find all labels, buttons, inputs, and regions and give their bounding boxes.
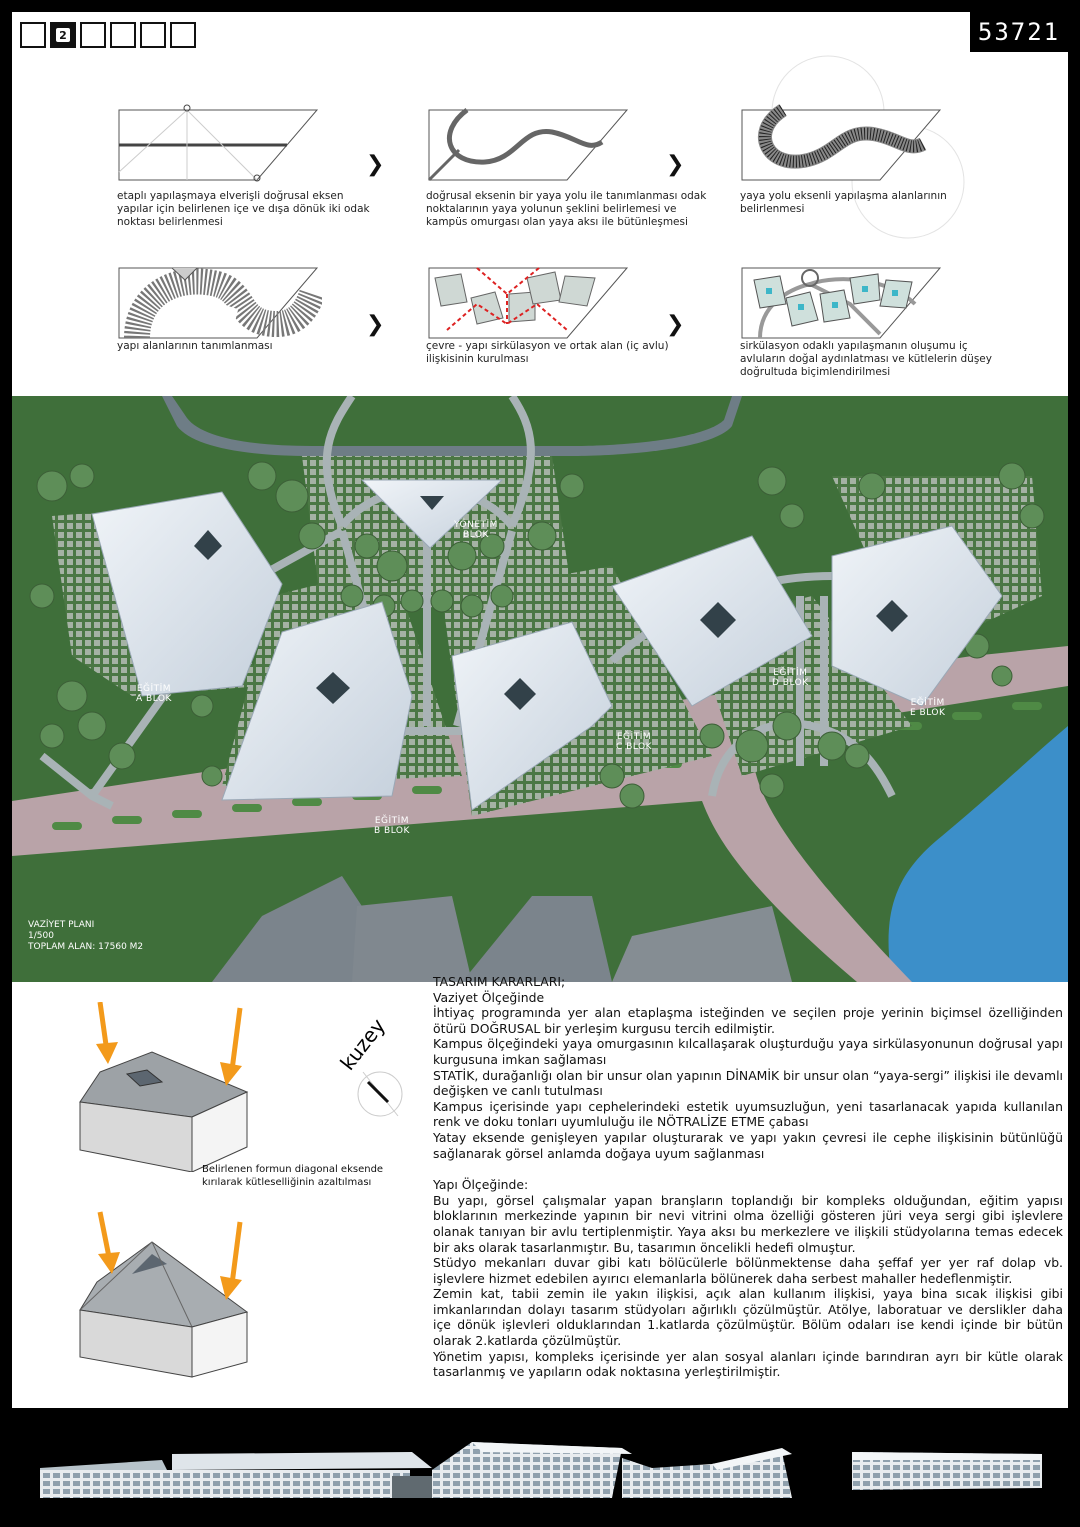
building-paragraph: Yönetim yapısı, kompleks içerisinde yer alan sosyal alanları içinde barındıran ayrı bir kütle olarak tasarlanmış ve yapıların odak noktasına yerleştirilmiştir. xyxy=(433,1348,1063,1380)
step-arrow-3: ❯ xyxy=(366,312,385,337)
project-number: 53721 xyxy=(970,12,1068,52)
label-egitim-b-blok: EĞİTİM B BLOK xyxy=(374,816,410,836)
north-arrow xyxy=(308,1002,408,1126)
pager-box-3[interactable] xyxy=(80,22,106,48)
site-plan xyxy=(12,396,1068,982)
step-arrow-1: ❯ xyxy=(366,152,385,177)
step-6-diagram xyxy=(740,264,945,344)
site-plan-title: VAZİYET PLANI xyxy=(28,920,95,930)
step-6-caption: sirkülasyon odaklı yapılaşmanın oluşumu iç avluların doğal aydınlatması ve kütlelerin düşey doğrultuda biçimlendirilmesi xyxy=(740,340,992,378)
building-paragraph: Bu yapı, görsel çalışmalar yapan branşların toplandığı bir kompleks olduğundan, eğitim yapısı bloklarının merkezinde yapının bir nevi vitrini olma özelliği gösteren jüri veya sergi gibi işlevlere olanak tanıyan bir avlu tertiplenmiştir. Yaya aksı bu merkezlere ve ilişkili stüdyolarına temas edecek bir aks olarak tasarlanmıştır. Bu, tasarımın öncelikli hedefi olmuştur. xyxy=(433,1192,1063,1255)
step-2-caption: doğrusal eksenin bir yaya yolu ile tanımlanması odak noktalarının yaya yolunun şeklini belirlemesi ve kampüs omurgası olan yaya aksı ile bütünleşmesi xyxy=(426,190,707,228)
massing-diagram-1 xyxy=(72,1002,262,1176)
north-label: kuzey xyxy=(335,1014,391,1075)
step-1-diagram xyxy=(117,102,322,184)
step-arrow-4: ❯ xyxy=(666,312,685,337)
step-5-diagram xyxy=(427,264,632,344)
pager-box-4[interactable] xyxy=(110,22,136,48)
step-4-caption: yapı alanlarının tanımlanması xyxy=(117,340,273,352)
site-paragraph: Yatay eksende genişleyen yapılar oluşturarak ve yapı yakın çevresi ile cephe ilişkisinin bütünlüğü sağlanarak görsel anlamda doğaya uyum sağlanması xyxy=(433,1129,1063,1161)
step-5-caption: çevre - yapı sirkülasyon ve ortak alan (iç avlu) ilişkisinin kurulması xyxy=(426,340,669,365)
label-egitim-e-blok: EĞİTİM E BLOK xyxy=(910,698,946,718)
elevation-strip xyxy=(12,1408,1068,1515)
design-text xyxy=(433,974,1063,1380)
building-paragraph: Zemin kat, tabii zemin ile yakın ilişkisi, açık alan kullanım ilişkisi, yaya bina sıcak ilişkisi gibi imkanlarından dolayı tasarım stüdyoları ağırlıklı çözülmüştür. Atölye, laboratuar ve derslikler daha içe dönük işlevleri olduklarından 1.katlarda çözülmüştür. Bölüm odaları ise kendi içinde bir bütün olarak 2.katlarda çözülmüştür. xyxy=(433,1286,1063,1349)
site-plan-scale: 1/500 xyxy=(28,931,54,941)
label-egitim-a-blok: EĞİTİM A BLOK xyxy=(136,684,172,704)
massing-diagram-2 xyxy=(72,1202,262,1386)
design-heading: TASARIM KARARLARI; xyxy=(433,974,566,989)
step-1-caption: etaplı yapılaşmaya elverişli doğrusal eksen yapılar için belirlenen içe ve dışa dönük iki odak noktası belirlenmesi xyxy=(117,190,370,228)
pager-box-5[interactable] xyxy=(140,22,166,48)
pager-box-6[interactable] xyxy=(170,22,196,48)
site-scale-heading: Vaziyet Ölçeğinde xyxy=(433,989,545,1005)
site-paragraph: İhtiyaç programında yer alan etaplaşma isteğinden ve seçilen proje yerinin biçimsel özelliğinden ötürü DOĞRUSAL bir yerleşim kurgusu tercih edilmiştir. xyxy=(433,1005,1063,1036)
step-2-diagram xyxy=(427,102,632,184)
step-3-diagram xyxy=(738,52,978,252)
site-plan-caption xyxy=(28,920,143,953)
massing-caption: Belirlenen formun diagonal eksende kırılarak kütleselliğinin azaltılması xyxy=(202,1164,384,1188)
presentation-sheet xyxy=(12,12,1068,1515)
site-plan-area: TOPLAM ALAN: 17560 M2 xyxy=(28,942,144,952)
label-egitim-c-blok: EĞİTİM C BLOK xyxy=(616,732,652,752)
building-paragraph: Stüdyo mekanları duvar gibi katı bölücülerle bölünmektense daha şeffaf yer yer raf dolap vb. işlevlere hizmet edebilen ayırıcı elemanlarla bölünerek daha serbest mahaller hedeflenmiştir. xyxy=(433,1255,1063,1286)
pager-box-2-active[interactable]: 2 xyxy=(50,22,76,48)
step-arrow-2: ❯ xyxy=(666,152,685,177)
label-egitim-d-blok: EĞİTİM D BLOK xyxy=(772,668,809,688)
pager-box-1[interactable] xyxy=(20,22,46,48)
step-4-diagram xyxy=(117,264,322,344)
sheet-pager xyxy=(20,22,196,48)
site-paragraph: Kampus içerisinde yapı cephelerindeki estetik uyumsuzluğun, yeni tasarlanacak yapıda kullanılan renk ve doku tonları uyumluluğu ile NÖTRALİZE ETME çabası xyxy=(433,1098,1063,1130)
label-yonetim-blok: YÖNETİM BLOK xyxy=(454,520,498,540)
step-3-caption: yaya yolu eksenli yapılaşma alanlarının belirlenmesi xyxy=(740,190,947,215)
site-paragraph: Kampus ölçeğindeki yaya omurgasının kılcallaşarak oluşturduğu yaya sirkülasyonunun doğrusal yapı kurgusuna imkan sağlaması xyxy=(433,1036,1063,1067)
building-scale-heading: Yapı Ölçeğinde: xyxy=(433,1177,529,1193)
site-paragraph: STATİK, durağanlığı olan bir unsur olan yapının DİNAMİK bir unsur olan “yaya-sergi” ilişkisi ile devamlı değişken ve canlı tutulması xyxy=(433,1067,1063,1099)
